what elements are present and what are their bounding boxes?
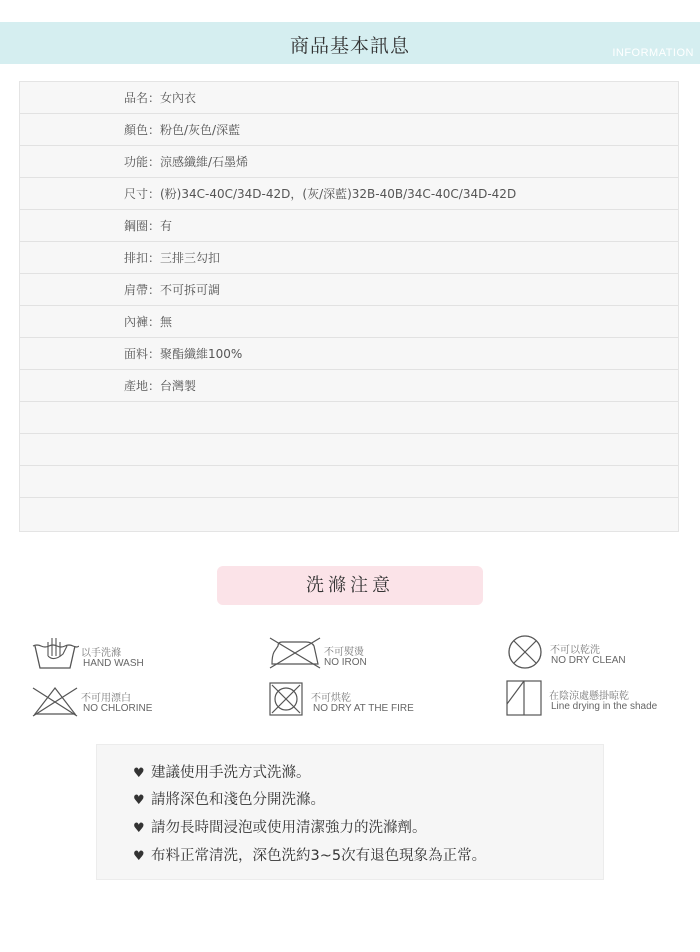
no-iron-icon bbox=[268, 634, 322, 670]
info-header bbox=[0, 22, 700, 64]
info-name: 品名：女內衣 bbox=[124, 91, 197, 105]
product-info-table bbox=[19, 81, 679, 532]
note-item bbox=[133, 761, 311, 782]
info-row-hooks bbox=[20, 242, 678, 274]
no-chlorine-en: NO CHLORINE bbox=[83, 703, 153, 714]
note-text: 請勿長時間浸泡或使用清潔強力的洗滌劑。 bbox=[151, 820, 427, 836]
no-chlorine-cn: 不可用漂白 bbox=[81, 693, 131, 704]
heart-icon: ♥ bbox=[133, 766, 145, 781]
note-item bbox=[133, 788, 325, 809]
page-title: 商品基本訊息 bbox=[289, 35, 410, 57]
info-row-underwire bbox=[20, 210, 678, 242]
info-color: 顏色：粉色/灰色/深藍 bbox=[124, 123, 241, 137]
no-tumble-dry-cn: 不可烘乾 bbox=[311, 693, 351, 704]
info-row-color bbox=[20, 114, 678, 146]
info-size: 尺寸：(粉)34C-40C/34D-42D，(灰/深藍)32B-40B/34C-40C/34D-42D bbox=[124, 187, 517, 201]
no-chlorine-icon bbox=[31, 684, 79, 718]
care-hand-wash bbox=[31, 632, 191, 674]
note-item bbox=[133, 816, 427, 837]
no-tumble-dry-en: NO DRY AT THE FIRE bbox=[313, 703, 414, 714]
info-row-empty bbox=[20, 466, 678, 498]
care-no-dry-clean bbox=[506, 634, 656, 674]
info-row-size bbox=[20, 178, 678, 210]
care-line-dry-shade bbox=[506, 680, 686, 718]
no-dry-clean-icon bbox=[506, 634, 544, 670]
info-row-origin bbox=[20, 370, 678, 402]
no-tumble-dry-icon bbox=[269, 682, 303, 716]
wash-notes bbox=[96, 744, 604, 880]
care-no-chlorine bbox=[31, 684, 191, 720]
info-underwire: 鋼圈：有 bbox=[124, 219, 173, 233]
care-no-iron bbox=[268, 634, 398, 674]
line-dry-shade-en: Line drying in the shade bbox=[551, 701, 658, 712]
note-text: 請將深色和淺色分開洗滌。 bbox=[151, 792, 325, 808]
hand-wash-en: HAND WASH bbox=[83, 658, 144, 669]
hand-wash-icon bbox=[31, 632, 79, 674]
info-row-name bbox=[20, 82, 678, 114]
info-function: 功能：涼感纖維/石墨烯 bbox=[124, 155, 249, 169]
line-dry-shade-cn: 在陰涼處懸掛晾乾 bbox=[549, 691, 629, 702]
info-origin: 產地：台灣製 bbox=[124, 379, 197, 393]
info-panties: 內褲：無 bbox=[124, 315, 173, 329]
care-no-tumble-dry bbox=[269, 682, 429, 718]
heart-icon: ♥ bbox=[133, 849, 145, 864]
info-row-empty bbox=[20, 498, 678, 530]
wash-title: 洗滌注意 bbox=[217, 566, 483, 605]
no-iron-en: NO IRON bbox=[324, 657, 367, 668]
info-row-empty bbox=[20, 434, 678, 466]
no-dry-clean-cn: 不可以乾洗 bbox=[550, 645, 600, 656]
note-item bbox=[133, 844, 486, 865]
info-row-empty bbox=[20, 402, 678, 434]
info-row-fabric bbox=[20, 338, 678, 370]
info-fabric: 面料：聚酯纖維100% bbox=[124, 347, 243, 361]
info-row-straps bbox=[20, 274, 678, 306]
line-dry-shade-icon bbox=[506, 680, 542, 716]
info-hooks: 排扣：三排三勾扣 bbox=[124, 251, 221, 265]
note-text: 建議使用手洗方式洗滌。 bbox=[151, 765, 311, 781]
page-subtitle: INFORMATION bbox=[612, 47, 694, 59]
no-iron-cn: 不可熨燙 bbox=[324, 647, 364, 658]
hand-wash-cn: 以手洗滌 bbox=[81, 648, 121, 659]
heart-icon: ♥ bbox=[133, 821, 145, 836]
no-dry-clean-en: NO DRY CLEAN bbox=[551, 655, 626, 666]
info-row-panties bbox=[20, 306, 678, 338]
heart-icon: ♥ bbox=[133, 793, 145, 808]
info-row-function bbox=[20, 146, 678, 178]
info-straps: 肩帶：不可拆可調 bbox=[124, 283, 221, 297]
note-text: 布料正常清洗，深色洗約3~5次有退色現象為正常。 bbox=[151, 848, 487, 864]
